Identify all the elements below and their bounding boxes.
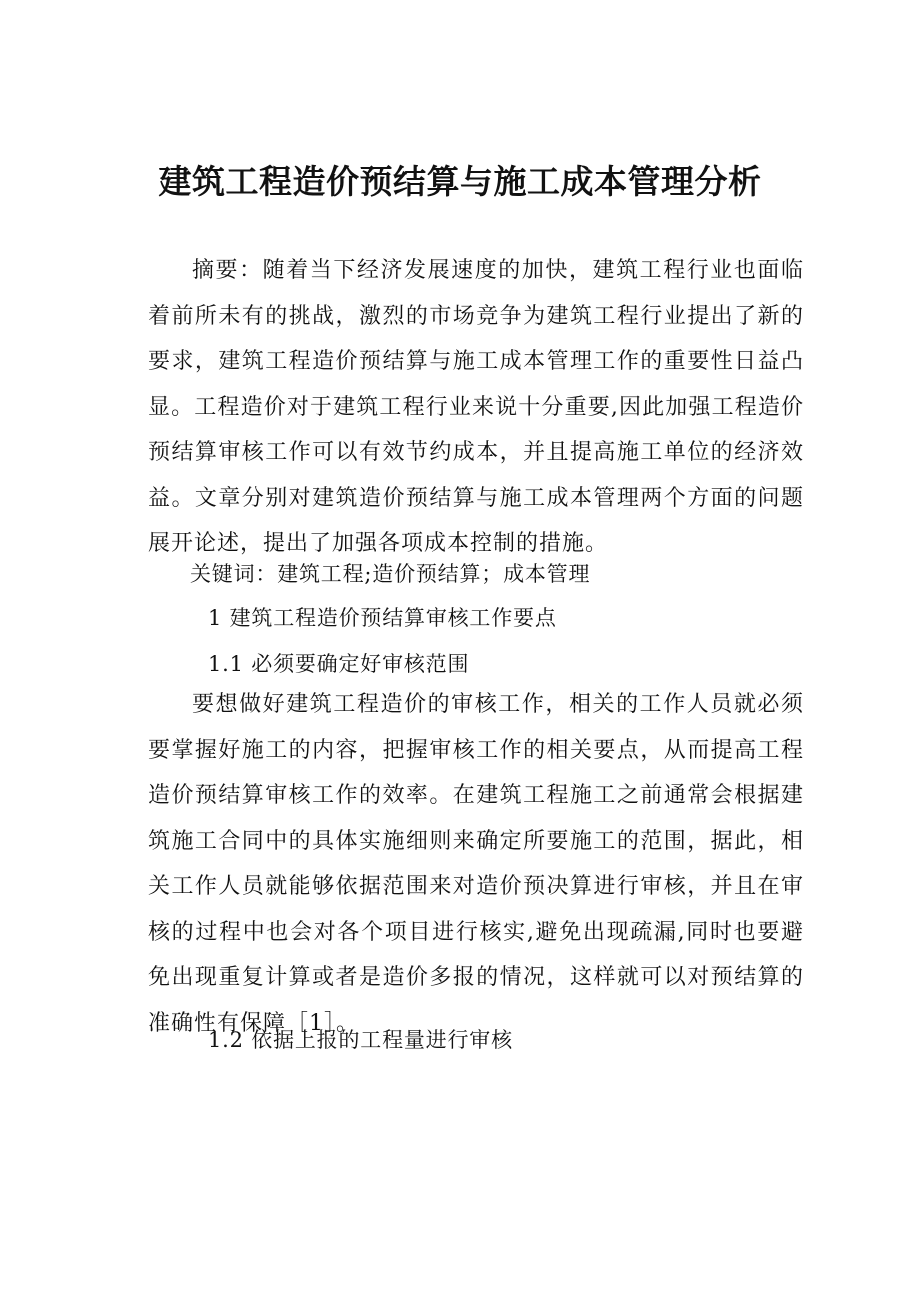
section-1-1-body: 要想做好建筑工程造价的审核工作，相关的工作人员就必须要掌握好施工的内容，把握审核工作的相关要点，从而提高工程造价预结算审核工作的效率。在建筑工程施工之前通常会根据建筑施工合同中的具体实施细则来确定所要施工的范围，据此，相关工作人员就能够依据范围来对造价预决算进行审核，并且在审核的过程中也会对各个项目进行核实,避免出现疏漏,同时也要避免出现重复计算或者是造价多报的情况，这样就可以对预结算的准确性有保障［1］。 — [148, 692, 804, 1036]
section-1-2-heading: 1.2 依据上报的工程量进行审核 — [208, 1028, 513, 1052]
section-1-1-heading: 1.1 必须要确定好审核范围 — [208, 652, 470, 676]
document-title: 建筑工程造价预结算与施工成本管理分析 — [158, 162, 762, 201]
keywords-line: 关键词：建筑工程;造价预结算；成本管理 — [190, 562, 591, 586]
abstract-paragraph: 摘要：随着当下经济发展速度的加快，建筑工程行业也面临着前所未有的挑战，激烈的市场竞争为建筑工程行业提出了新的要求，建筑工程造价预结算与施工成本管理工作的重要性日益凸显。工程造价对于建筑工程行业来说十分重要,因此加强工程造价预结算审核工作可以有效节约成本，并且提高施工单位的经济效益。文章分别对建筑造价预结算与施工成本管理两个方面的问题展开论述，提出了加强各项成本控制的措施。 — [148, 258, 804, 556]
section-1-heading: 1 建筑工程造价预结算审核工作要点 — [208, 606, 557, 630]
